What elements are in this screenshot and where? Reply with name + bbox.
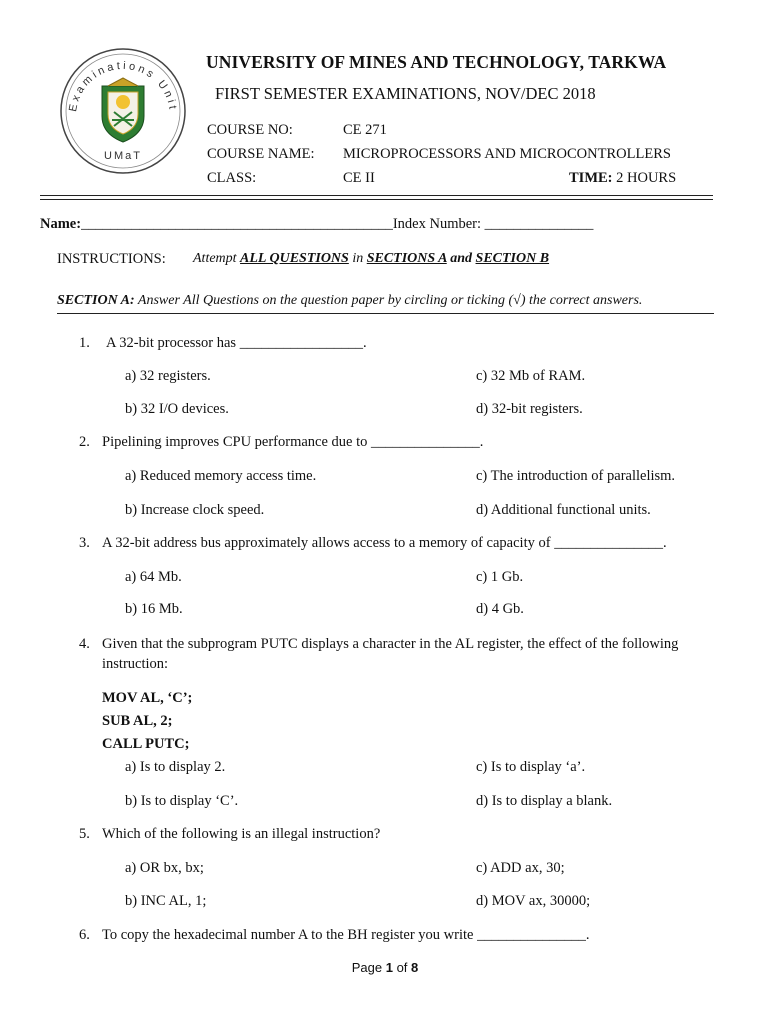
q4-number: 4. — [79, 636, 90, 652]
course-name-value: MICROPROCESSORS AND MICROCONTROLLERS — [343, 146, 671, 162]
header-divider-bottom — [40, 199, 713, 200]
q1-option-a[interactable]: a) 32 registers. — [125, 368, 211, 384]
header-divider-top — [40, 195, 713, 196]
index-label: Index Number: — [392, 216, 482, 232]
q3-text: A 32-bit address bus approximately allows access to a memory of capacity of _______________. — [102, 535, 667, 551]
q3-option-b[interactable]: b) 16 Mb. — [125, 601, 183, 617]
q4-code-line-1: MOV AL, ‘C’; — [102, 690, 193, 706]
q2-option-c[interactable]: c) The introduction of parallelism. — [476, 468, 676, 484]
footer-current-page: 1 — [385, 960, 393, 975]
q3-number: 3. — [79, 535, 90, 551]
class-value: CE II — [343, 170, 375, 186]
q4-option-d[interactable]: d) Is to display a blank. — [476, 793, 613, 809]
q4-option-c[interactable]: c) Is to display ‘a’. — [476, 759, 586, 775]
q4-option-a[interactable]: a) Is to display 2. — [125, 759, 226, 775]
page-footer — [0, 960, 770, 975]
q1-option-c[interactable]: c) 32 Mb of RAM. — [476, 368, 586, 384]
section-a-heading — [57, 293, 642, 309]
university-seal-logo — [58, 46, 188, 176]
university-title: UNIVERSITY OF MINES AND TECHNOLOGY, TARKWA — [206, 52, 667, 72]
instr-all-questions: ALL QUESTIONS — [240, 251, 349, 266]
section-a-text: Answer All Questions on the question paper by circling or ticking (√) the correct answers. — [134, 293, 643, 308]
time-value: 2 HOURS — [616, 170, 677, 186]
q5-number: 5. — [79, 826, 90, 842]
instr-section-b: SECTION B — [475, 251, 550, 266]
index-field[interactable]: _______________ — [484, 216, 594, 232]
course-no-label: COURSE NO: — [207, 122, 293, 138]
q3-option-c[interactable]: c) 1 Gb. — [476, 569, 524, 585]
q2-text: Pipelining improves CPU performance due to _______________. — [102, 434, 484, 450]
svg-text:Examinations Unit: Examinations Unit — [67, 59, 179, 113]
class-label: CLASS: — [207, 170, 257, 186]
q3-option-d[interactable]: d) 4 Gb. — [476, 601, 524, 617]
q2-number: 2. — [79, 434, 90, 450]
name-row — [40, 216, 593, 233]
q6-number: 6. — [79, 927, 90, 943]
instr-and: and — [446, 251, 476, 266]
q1-text: A 32-bit processor has _________________. — [106, 335, 367, 351]
q1-option-d[interactable]: d) 32-bit registers. — [476, 401, 583, 417]
q5-text: Which of the following is an illegal instruction? — [102, 826, 381, 842]
q4-code-line-3: CALL PUTC; — [102, 736, 190, 752]
name-field[interactable]: ___________________________________________ — [81, 216, 393, 232]
q4-text: Given that the subprogram PUTC displays a character in the AL register, the effect of the following — [102, 636, 679, 652]
course-no-value: CE 271 — [343, 122, 387, 138]
q2-option-d[interactable]: d) Additional functional units. — [476, 502, 651, 518]
q5-option-b[interactable]: b) INC AL, 1; — [125, 893, 207, 909]
q2-option-a[interactable]: a) Reduced memory access time. — [125, 468, 317, 484]
instructions-label: INSTRUCTIONS: — [57, 251, 166, 267]
q2-option-b[interactable]: b) Increase clock speed. — [125, 502, 265, 518]
section-a-label: SECTION A: — [57, 293, 135, 308]
time-label: TIME: — [569, 170, 613, 186]
instr-attempt: Attempt — [193, 251, 241, 266]
section-a-rule — [57, 313, 714, 314]
q4-text-cont: instruction: — [102, 656, 169, 672]
q3-option-a[interactable]: a) 64 Mb. — [125, 569, 182, 585]
q1-option-b[interactable]: b) 32 I/O devices. — [125, 401, 229, 417]
name-label: Name: — [40, 216, 82, 232]
q6-text: To copy the hexadecimal number A to the BH register you write _______________. — [102, 927, 590, 943]
q5-option-d[interactable]: d) MOV ax, 30000; — [476, 893, 591, 909]
footer-total-pages: 8 — [411, 960, 419, 975]
course-name-label: COURSE NAME: — [207, 146, 315, 162]
time-info — [569, 170, 676, 187]
q5-option-a[interactable]: a) OR bx, bx; — [125, 860, 204, 876]
footer-page-word: Page — [351, 960, 383, 975]
q4-code-line-2: SUB AL, 2; — [102, 713, 173, 729]
footer-of-word: of — [396, 960, 408, 975]
q5-option-c[interactable]: c) ADD ax, 30; — [476, 860, 565, 876]
q1-number: 1. — [79, 335, 90, 351]
instructions-text — [193, 251, 549, 267]
q4-option-b[interactable]: b) Is to display ‘C’. — [125, 793, 239, 809]
svg-text:UMaT: UMaT — [104, 150, 142, 162]
instr-in: in — [348, 251, 367, 266]
exam-title: FIRST SEMESTER EXAMINATIONS, NOV/DEC 2018 — [215, 84, 596, 103]
instr-section-a: SECTIONS A — [366, 251, 447, 266]
